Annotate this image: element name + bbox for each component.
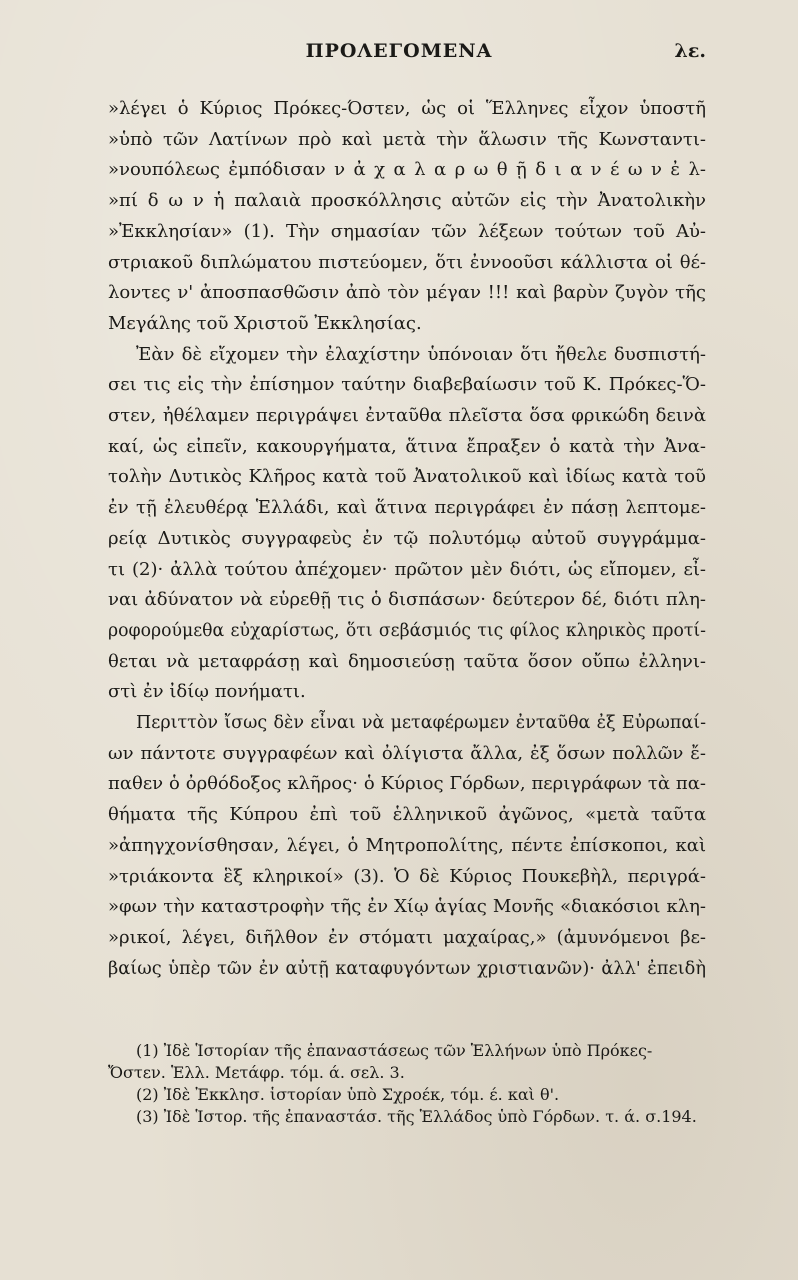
text-line: »Ἐκκλησίαν» (1). Τὴν σημασίαν τῶν λέξεων τούτων τοῦ Αὐ- [108,220,706,242]
footnote-line: (3) Ἰδὲ Ἱστορ. τῆς ἐπαναστάσ. τῆς Ἑλλάδος ὑπὸ Γόρδων. τ. ά. σ.194. [136,1107,697,1126]
text-line: θεται νὰ μεταφράσῃ καὶ δημοσιεύσῃ ταῦτα ὅσον οὔπω ἐλληνι- [108,650,706,672]
text-line: Περιττὸν ἴσως δὲν εἶναι νὰ μεταφέρωμεν ἐνταῦθα ἐξ Εὐρωπαί- [136,713,706,734]
text-line: σει τις εἰς τὴν ἐπίσημον ταύτην διαβεβαίωσιν τοῦ Κ. Πρόκες-Ὅ- [108,374,706,396]
text-line: »ρικοί, λέγει, διῆλθον ἐν στόματι μαχαίρας,» (ἀμυνόμενοι βε- [108,926,706,948]
text-line: στριακοῦ διπλώματου πιστεύομεν, ὅτι ἐννοοῦσι κάλλιστα οἱ θέ- [108,251,706,273]
text-line: στεν, ἠθέλαμεν περιγράψει ἐνταῦθα πλεῖστα ὅσα φρικώδη δεινὰ [108,405,706,427]
footnote-line: (2) Ἰδὲ Ἐκκλησ. ἱστορίαν ὑπὸ Σχροέκ, τόμ. έ. καὶ θ'. [136,1085,560,1104]
text-line: ναι ἀδύνατον νὰ εὑρεθῇ τις ὁ δισπάσων· δεύτερον δέ, διότι πλη- [108,589,706,611]
text-line: Μεγάλης τοῦ Χριστοῦ Ἐκκλησίας. [108,312,422,334]
page-number: λε. [674,40,706,62]
footnote-line: Ὄστεν. Ἑλλ. Μετάφρ. τόμ. ά. σελ. 3. [108,1063,405,1082]
text-line: »ὑπὸ τῶν Λατίνων πρὸ καὶ μετὰ τὴν ἅλωσιν τῆς Κωνσταντι- [108,128,706,150]
text-line: καί, ὡς εἰπεῖν, κακουργήματα, ἅτινα ἔπραξεν ὁ κατὰ τὴν Ἀνα- [108,435,706,457]
body-text [108,94,706,984]
text-line: λοντες ν' ἀποσπασθῶσιν ἀπὸ τὸν μέγαν !!! καὶ βαρὺν ζυγὸν τῆς [108,282,706,304]
text-line: τολὴν Δυτικὸς Κλῆρος κατὰ τοῦ Ἀνατολικοῦ καὶ ἰδίως κατὰ τοῦ [108,466,706,488]
text-line: »φων τὴν καταστροφὴν τῆς ἐν Χίῳ ἁγίας Μονῆς «διακόσιοι κλη- [108,896,706,918]
text-line: ροφορούμεθα εὐχαρίστως, ὅτι σεβάσμιός τις φίλος κληρικὸς προτί- [108,620,706,641]
footnotes [108,1040,706,1128]
text-line: στὶ ἐν ἰδίῳ πονήματι. [108,681,306,703]
text-line: βαίως ὑπὲρ τῶν ἐν αὐτῇ καταφυγόντων χριστιανῶν)· ἀλλ' ἐπειδὴ [108,957,706,979]
running-head [0,40,798,70]
text-line: παθεν ὁ ὀρθόδοξος κλῆρος· ὁ Κύριος Γόρδων, περιγράφων τὰ πα- [108,773,706,795]
text-line: θήματα τῆς Κύπρου ἐπὶ τοῦ ἑλληνικοῦ ἀγῶνος, «μετὰ ταῦτα [108,804,706,826]
text-line: »λέγει ὁ Κύριος Πρόκες-Όστεν, ὡς οἱ Ἕλληνες εἶχον ὑποστῆ [108,98,706,119]
text-line: Ἐὰν δὲ εἴχομεν τὴν ἐλαχίστην ὑπόνοιαν ὅτι ἤθελε δυσπιστή- [136,343,706,365]
text-line: »πί δ ω ν ἡ παλαιὰ προσκόλλησις αὐτῶν εἰς τὴν Ἀνατολικὴν [108,190,706,212]
text-line: ρείᾳ Δυτικὸς συγγραφεὺς ἐν τῷ πολυτόμῳ αὐτοῦ συγγράμμα- [108,527,706,549]
text-line: τι (2)· ἀλλὰ τούτου ἀπέχομεν· πρῶτον μὲν διότι, ὡς εἴπομεν, εἶ- [108,558,706,580]
text-line: ων πάντοτε συγγραφέων καὶ ὀλίγιστα ἄλλα, ἐξ ὅσων πολλῶν ἔ- [108,742,706,764]
page-title: ΠΡΟΛΕΓΟΜΕΝΑ [305,40,493,62]
text-line: »νουπόλεως ἐμπόδισαν ν ἀ χ α λ α ρ ω θ ῇ δ ι α ν έ ω ν ἐ λ- [108,159,706,181]
text-line: »ἀπηγχονίσθησαν, λέγει, ὁ Μητροπολίτης, πέντε ἐπίσκοποι, καὶ [108,834,706,856]
text-line: ἐν τῇ ἐλευθέρᾳ Ἑλλάδι, καὶ ἅτινα περιγράφει ἐν πάσῃ λεπτομε- [108,497,706,519]
footnote-line: (1) Ἰδὲ Ἱστορίαν τῆς ἐπαναστάσεως τῶν Ἑλλήνων ὑπὸ Πρόκες- [136,1041,653,1060]
text-line: »τριάκοντα ἓξ κληρικοί» (3). Ὁ δὲ Κύριος Πουκεβὴλ, περιγρά- [108,865,706,887]
